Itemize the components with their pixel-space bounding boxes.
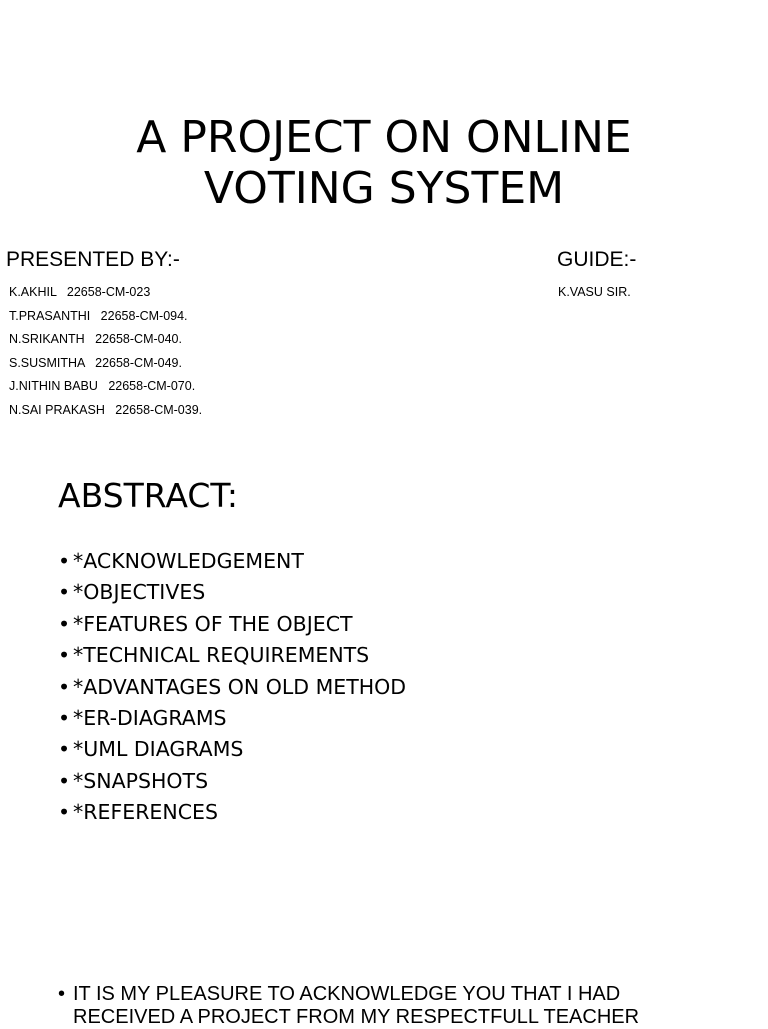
title-line-2: VOTING SYSTEM <box>203 163 565 214</box>
bullet-icon: • <box>58 768 71 793</box>
bullet-icon: • <box>58 549 71 573</box>
topic-text: *TECHNICAL REQUIREMENTS <box>73 643 370 668</box>
member-item: N.SAI PRAKASH 22658-CM-039. <box>9 402 203 417</box>
title-line-1: A PROJECT ON ONLINE <box>136 112 632 163</box>
guide-heading: GUIDE:- <box>557 248 637 271</box>
page-title <box>0 112 768 214</box>
topic-text: *UML DIAGRAMS <box>73 737 244 762</box>
topic-text: *OBJECTIVES <box>73 580 206 605</box>
list-item <box>58 983 718 1029</box>
list-item <box>58 798 406 829</box>
presented-by-heading: PRESENTED BY:- <box>6 248 180 271</box>
list-item <box>58 610 406 641</box>
list-item <box>58 673 406 704</box>
bullet-icon: • <box>58 737 71 762</box>
member-list <box>9 283 202 425</box>
bullet-icon: • <box>58 580 71 605</box>
member-item: T.PRASANTHI 22658-CM-094. <box>9 308 188 323</box>
list-item <box>58 547 406 578</box>
acknowledgement-text: IT IS MY PLEASURE TO ACKNOWLEDGE YOU THAT I HAD RECEIVED A PROJECT FROM MY RESPECTFULL TEACHER <box>73 983 640 1028</box>
list-item <box>58 641 406 672</box>
member-item: J.NITHIN BABU 22658-CM-070. <box>9 379 196 394</box>
topic-text: *ADVANTAGES ON OLD METHOD <box>73 674 407 699</box>
bullet-icon: • <box>58 800 71 825</box>
abstract-heading: ABSTRACT: <box>58 476 239 515</box>
bullet-icon: • <box>58 705 71 730</box>
bullet-icon: • <box>58 611 71 636</box>
bullet-icon: • <box>58 643 71 668</box>
topic-text: *SNAPSHOTS <box>73 768 209 793</box>
topic-text: *FEATURES OF THE OBJECT <box>73 611 353 636</box>
list-item <box>58 735 406 766</box>
list-item <box>58 767 406 798</box>
member-item: K.AKHIL 22658-CM-023 <box>9 285 151 299</box>
guide-name: K.VASU SIR. <box>558 285 631 299</box>
abstract-topic-list <box>58 547 406 830</box>
topic-text: *ACKNOWLEDGEMENT <box>73 549 304 573</box>
acknowledgement-list <box>58 983 718 1029</box>
member-item: S.SUSMITHA 22658-CM-049. <box>9 355 182 370</box>
bullet-icon: • <box>58 674 71 699</box>
topic-text: *REFERENCES <box>73 800 219 825</box>
list-item <box>58 704 406 735</box>
member-item: N.SRIKANTH 22658-CM-040. <box>9 332 182 347</box>
bullet-icon: • <box>58 983 66 1005</box>
list-item <box>58 578 406 609</box>
topic-text: *ER-DIAGRAMS <box>73 705 227 730</box>
